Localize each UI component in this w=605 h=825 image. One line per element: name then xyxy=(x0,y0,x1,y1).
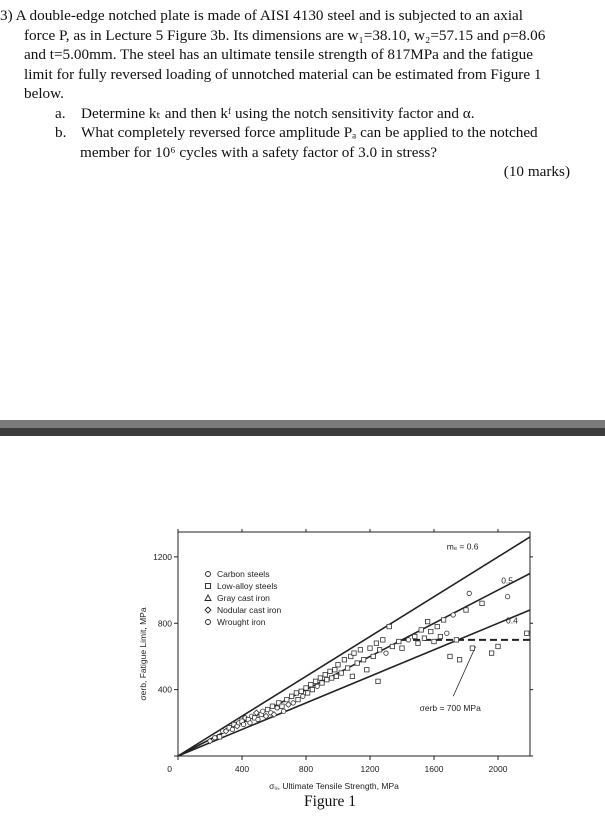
data-point-square xyxy=(457,658,461,662)
data-point-square xyxy=(299,689,303,693)
data-point-square xyxy=(496,644,500,648)
question-line-5: below. xyxy=(24,85,64,102)
y-tick-label: 800 xyxy=(157,618,172,629)
cap-leader xyxy=(453,646,475,696)
data-point-square xyxy=(280,704,284,708)
data-point-square xyxy=(296,697,300,701)
figure-caption: Figure 1 xyxy=(303,793,357,810)
question-line-3: and t=5.00mm. The steel has an ultimate tensile strength of 817MPa and the fatigue xyxy=(24,46,533,63)
data-point-square xyxy=(328,669,332,673)
data-point-square xyxy=(350,674,354,678)
data-point-square xyxy=(413,634,417,638)
y-axis-label: σerb, Fatigue Limit, MPa xyxy=(138,607,148,701)
part-b-text-1: What completely reversed force amplitude Pₐ can be applied to the notched xyxy=(81,124,538,141)
data-point-square xyxy=(419,628,423,632)
legend-marker-diamond xyxy=(205,607,211,613)
data-point-circle xyxy=(406,638,410,642)
question-line-4: limit for fully reversed loading of unnotched material can be estimated from Figure 1 xyxy=(24,65,542,83)
page-divider-light xyxy=(0,420,605,428)
data-point-square xyxy=(313,679,317,683)
data-point-square xyxy=(397,639,401,643)
data-point-circle xyxy=(213,736,217,740)
data-point-square xyxy=(377,648,381,652)
data-point-circle xyxy=(384,651,388,655)
y-tick-label: 400 xyxy=(157,684,172,695)
data-point-square xyxy=(374,641,378,645)
slope-label-0-5: 0.5 xyxy=(501,575,514,586)
data-point-square xyxy=(294,691,298,695)
data-point-square xyxy=(365,668,369,672)
data-point-square xyxy=(289,694,293,698)
y-tick-label: 1200 xyxy=(153,551,172,562)
x-tick-label: 400 xyxy=(234,764,250,774)
data-point-square xyxy=(352,651,356,655)
data-point-square xyxy=(368,646,372,650)
data-point-square xyxy=(416,641,420,645)
legend-entry: Nodular cast iron xyxy=(217,605,282,615)
data-point-square xyxy=(323,672,327,676)
data-point-square xyxy=(438,634,442,638)
data-point-square xyxy=(361,658,365,662)
slope-label-0-6: mₑ = 0.6 xyxy=(446,541,479,552)
x-tick-label: 800 xyxy=(298,764,314,774)
data-point-square xyxy=(304,686,308,690)
data-point-square xyxy=(435,624,439,628)
part-b-label: b. xyxy=(55,124,67,141)
data-point-square xyxy=(454,638,458,642)
legend-entry: Gray cast iron xyxy=(217,593,270,603)
legend-entry: Wrought iron xyxy=(217,617,266,627)
data-point-square xyxy=(329,676,333,680)
data-point-square xyxy=(441,618,445,622)
data-point-square xyxy=(422,636,426,640)
part-a xyxy=(0,104,598,124)
data-point-square xyxy=(448,654,452,658)
data-point-circle xyxy=(315,684,319,688)
data-point-circle xyxy=(241,722,245,726)
x-tick-label: 2000 xyxy=(488,764,508,774)
legend-entry: Carbon steels xyxy=(217,569,270,579)
x-tick-label: 1600 xyxy=(424,764,444,774)
marks: (10 marks) xyxy=(503,163,570,180)
legend-marker-triangle xyxy=(205,595,211,601)
data-point-square xyxy=(376,679,380,683)
data-point-square xyxy=(480,601,484,605)
data-point-square xyxy=(309,682,313,686)
data-point-circle xyxy=(230,727,234,731)
data-point-square xyxy=(333,668,337,672)
data-point-square xyxy=(345,666,349,670)
x-axis-label: σᵤ, Ultimate Tensile Strength, MPa xyxy=(269,781,399,791)
legend-marker-square xyxy=(206,584,211,589)
data-point-circle xyxy=(275,706,279,710)
question-line-1 xyxy=(0,6,598,26)
data-point-square xyxy=(334,674,338,678)
data-point-square xyxy=(390,644,394,648)
question-line-1-text: A double-edge notched plate is made of AISI 4130 steel and is subjected to an axial xyxy=(15,7,524,24)
data-point-circle xyxy=(256,717,260,721)
data-point-square xyxy=(489,651,493,655)
data-point-circle xyxy=(451,613,455,617)
data-point-square xyxy=(358,648,362,652)
question-line-2: force P, as in Lecture 5 Figure 3b. Its dimensions are w₁=38.10, w₂=57.15 and ρ=8.06 xyxy=(24,26,546,44)
legend-marker-circle xyxy=(206,572,211,577)
data-point-square xyxy=(400,646,404,650)
data-point-circle xyxy=(445,631,449,635)
x-tick-label: 1200 xyxy=(360,764,380,774)
data-point-square xyxy=(305,691,309,695)
data-point-square xyxy=(285,697,289,701)
legend-marker-circle xyxy=(206,620,211,625)
data-point-circle xyxy=(281,709,285,713)
data-point-square xyxy=(429,629,433,633)
data-point-square xyxy=(381,638,385,642)
part-a-text: Determine kₜ and then kᶠ using the notch sensitivity factor and α. xyxy=(81,104,475,122)
page-divider-dark xyxy=(0,428,605,436)
data-point-square xyxy=(425,619,429,623)
data-point-square xyxy=(270,704,274,708)
data-point-circle xyxy=(505,595,509,599)
data-point-circle xyxy=(467,591,471,595)
data-point-square xyxy=(464,608,468,612)
part-a-label: a. xyxy=(55,104,66,122)
data-point-square xyxy=(318,676,322,680)
data-point-square xyxy=(470,646,474,650)
y-tick-label: 0 xyxy=(167,764,172,774)
data-point-square xyxy=(387,624,391,628)
data-point-circle xyxy=(291,701,295,705)
data-point-square xyxy=(432,639,436,643)
data-point-circle xyxy=(248,721,252,725)
data-point-diamond xyxy=(286,702,292,708)
data-point-circle xyxy=(261,709,265,713)
data-point-square xyxy=(310,687,314,691)
data-point-square xyxy=(336,663,340,667)
data-point-square xyxy=(371,654,375,658)
data-point-square xyxy=(217,735,221,739)
data-point-square xyxy=(320,681,324,685)
data-point-square xyxy=(355,661,359,665)
fatigue-limit-chart xyxy=(130,520,545,825)
slope-line-0-4 xyxy=(178,610,530,756)
data-point-square xyxy=(325,677,329,681)
question-text xyxy=(0,6,598,182)
data-point-square xyxy=(342,658,346,662)
part-b xyxy=(0,123,598,143)
data-point-square xyxy=(525,631,529,635)
question-number: 3) xyxy=(0,7,13,24)
legend-entry: Low-alloy steels xyxy=(217,581,278,591)
part-b-text-2: member for 10⁶ cycles with a safety factor of 3.0 in stress? xyxy=(80,143,438,161)
data-point-square xyxy=(339,671,343,675)
figure-1 xyxy=(130,520,545,825)
slope-label-0-4: 0.4 xyxy=(506,615,518,626)
data-point-circle xyxy=(301,694,305,698)
cap-label: σerb = 700 MPa xyxy=(419,703,481,714)
